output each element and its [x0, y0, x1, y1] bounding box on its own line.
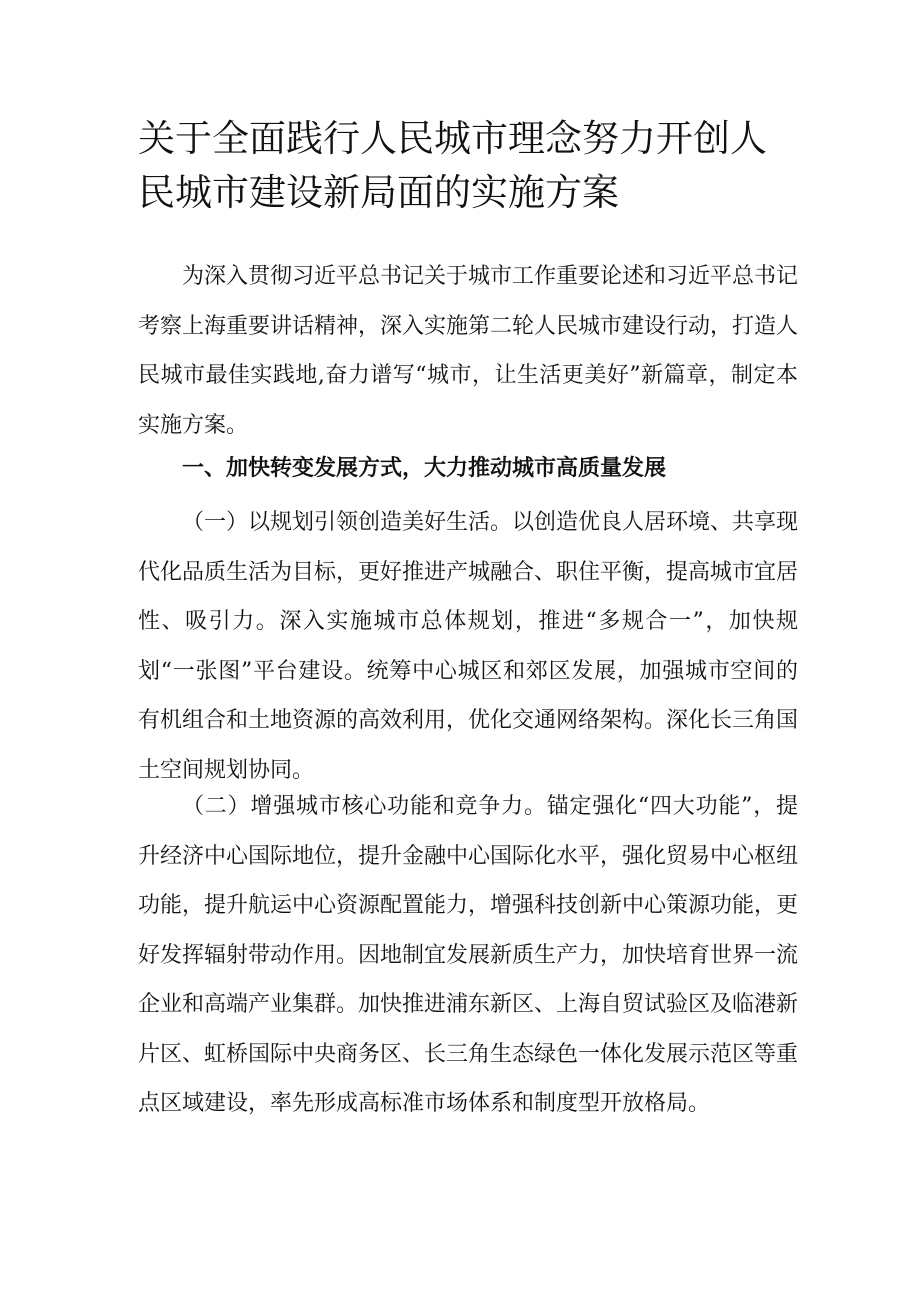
intro-paragraph: 为深入贯彻习近平总书记关于城市工作重要论述和习近平总书记考察上海重要讲话精神，深入实施第二轮人民城市建设行动，打造人民城市最佳实践地,奋力谱写“城市，让生活更美好”新篇章，制定本实施方案。 — [138, 264, 799, 438]
item-paragraph-2: （二）增强城市核心功能和竞争力。锚定强化“四大功能”，提升经济中心国际地位，提升金融中心国际化水平，强化贸易中心枢纽功能，提升航运中心资源配置能力，增强科技创新中心策源功能，更好发挥辐射带动作用。因地制宜发展新质生产力，加快培育世界一流企业和高端产业集群。加快推进浦东新区、上海自贸试验区及临港新片区、虹桥国际中央商务区、长三角生态绿色一体化发展示范区等重点区域建设，率先形成高标准市场体系和制度型开放格局。 — [138, 794, 799, 1116]
item-paragraph-1: （一）以规划引领创造美好生活。以创造优良人居环境、共享现代化品质生活为目标，更好推进产城融合、职住平衡，提高城市宜居性、吸引力。深入实施城市总体规划，推进“多规合一”，加快规划“一张图”平台建设。统筹中心城区和郊区发展，加强城市空间的有机组合和土地资源的高效利用，优化交通网络架构。深化长三角国土空间规划协同。 — [138, 510, 799, 783]
section-heading: 一、加快转变发展方式，大力推动城市高质量发展 — [182, 455, 667, 481]
document-title: 关于全面践行人民城市理念努力开创人民城市建设新局面的实施方案 — [138, 117, 767, 214]
